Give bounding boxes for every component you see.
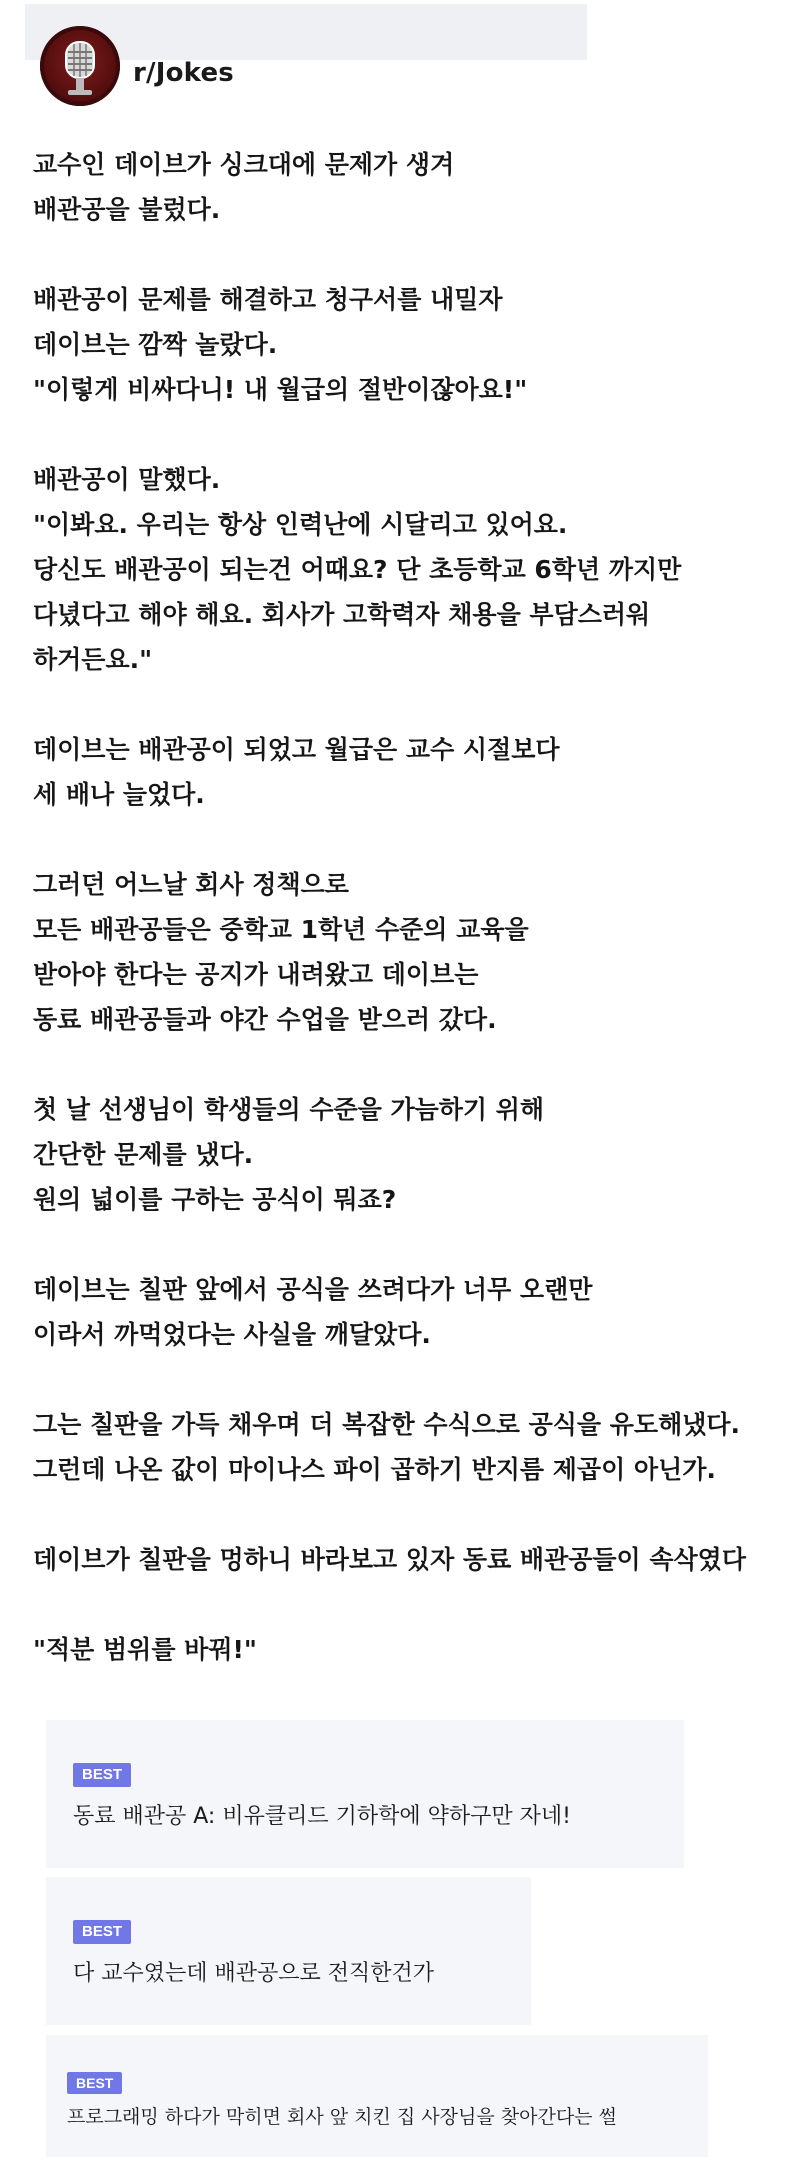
best-badge: BEST bbox=[67, 2072, 122, 2094]
story-paragraph bbox=[33, 862, 793, 1042]
story-line: 그런데 나온 값이 마이나스 파이 곱하기 반지름 제곱이 아닌가. bbox=[33, 1455, 716, 1484]
story-paragraph bbox=[33, 1627, 793, 1672]
best-badge: BEST bbox=[73, 1920, 131, 1944]
story-line: 배관공을 불렀다. bbox=[33, 195, 221, 224]
story-line: 데이브가 칠판을 멍하니 바라보고 있자 동료 배관공들이 속삭였다 bbox=[33, 1545, 746, 1574]
story-paragraph bbox=[33, 1537, 793, 1582]
story-line: 데이브는 깜짝 놀랐다. bbox=[33, 330, 278, 359]
story-line: 데이브는 칠판 앞에서 공식을 쓰려다가 너무 오랜만 bbox=[33, 1275, 593, 1304]
story-line: 교수인 데이브가 싱크대에 문제가 생겨 bbox=[33, 150, 455, 179]
best-comment[interactable] bbox=[46, 1877, 531, 2025]
story-paragraph bbox=[33, 457, 793, 682]
comment-text: 프로그래밍 하다가 막히면 회사 앞 치킨 집 사장님을 찾아간다는 썰 bbox=[67, 2106, 617, 2128]
story-paragraph bbox=[33, 1087, 793, 1222]
subreddit-avatar[interactable] bbox=[40, 26, 120, 106]
story-line: 당신도 배관공이 되는건 어때요? 단 초등학교 6학년 까지만 bbox=[33, 555, 682, 584]
story-paragraph bbox=[33, 277, 793, 412]
story-line: 그는 칠판을 가득 채우며 더 복잡한 수식으로 공식을 유도해냈다. bbox=[33, 1410, 741, 1439]
story-line: 동료 배관공들과 야간 수업을 받으러 갔다. bbox=[33, 1005, 497, 1034]
story-line: 배관공이 말했다. bbox=[33, 465, 221, 494]
best-comment[interactable] bbox=[46, 1720, 684, 1868]
story-line: 간단한 문제를 냈다. bbox=[33, 1140, 254, 1169]
story-line: 세 배나 늘었다. bbox=[33, 780, 205, 809]
subreddit-name[interactable]: r/Jokes bbox=[133, 58, 234, 88]
best-badge: BEST bbox=[73, 1763, 131, 1787]
microphone-icon bbox=[40, 26, 120, 106]
story-paragraph bbox=[33, 1267, 793, 1357]
story-line: 이라서 까먹었다는 사실을 깨달았다. bbox=[33, 1320, 431, 1349]
story-line: "적분 범위를 바꿔!" bbox=[33, 1635, 257, 1664]
story-line: 받아야 한다는 공지가 내려왔고 데이브는 bbox=[33, 960, 479, 989]
story-line: 그러던 어느날 회사 정책으로 bbox=[33, 870, 349, 899]
story-paragraph bbox=[33, 727, 793, 817]
story-line: 원의 넓이를 구하는 공식이 뭐죠? bbox=[33, 1185, 397, 1214]
story-line: "이렇게 비싸다니! 내 월급의 절반이잖아요!" bbox=[33, 375, 528, 404]
story-paragraph bbox=[33, 142, 793, 232]
story-paragraph bbox=[33, 1402, 793, 1492]
story-line: 하거든요." bbox=[33, 645, 153, 674]
comment-text: 동료 배관공 A: 비유클리드 기하학에 약하구만 자네! bbox=[73, 1804, 571, 1829]
story-line: 다녔다고 해야 해요. 회사가 고학력자 채용을 부담스러워 bbox=[33, 600, 651, 629]
story-line: 모든 배관공들은 중학교 1학년 수준의 교육을 bbox=[33, 915, 529, 944]
post-body bbox=[33, 142, 793, 1717]
story-line: 첫 날 선생님이 학생들의 수준을 가늠하기 위해 bbox=[33, 1095, 545, 1124]
best-comment[interactable] bbox=[46, 2035, 708, 2157]
story-line: 배관공이 문제를 해결하고 청구서를 내밀자 bbox=[33, 285, 503, 314]
story-line: "이봐요. 우리는 항상 인력난에 시달리고 있어요. bbox=[33, 510, 568, 539]
comment-text: 다 교수였는데 배관공으로 전직한건가 bbox=[73, 1961, 435, 1986]
story-line: 데이브는 배관공이 되었고 월급은 교수 시절보다 bbox=[33, 735, 560, 764]
